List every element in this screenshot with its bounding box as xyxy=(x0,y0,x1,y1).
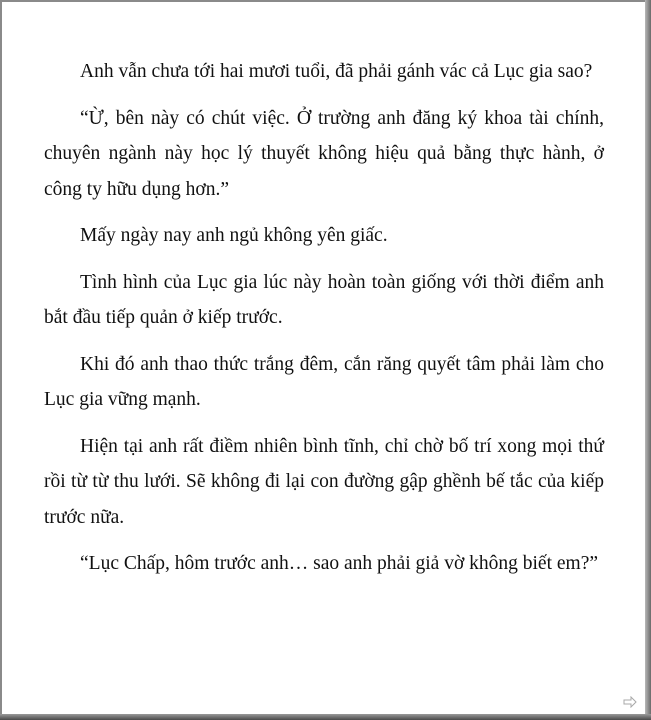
paragraph: Hiện tại anh rất điềm nhiên bình tĩnh, chỉ chờ bố trí xong mọi thứ rồi từ từ thu lưới. Sẽ không đi lại con đường gập ghềnh bế tắc của kiếp trước nữa. xyxy=(44,435,604,528)
paragraph: Anh vẫn chưa tới hai mươi tuổi, đã phải gánh vác cả Lục gia sao? xyxy=(80,61,593,82)
arrow-right-icon-glyph xyxy=(623,696,637,708)
paragraph: Mấy ngày nay anh ngủ không yên giấc. xyxy=(80,225,388,246)
page-body xyxy=(44,54,604,593)
paragraph: Tình hình của Lục gia lúc này hoàn toàn giống với thời điểm anh bắt đầu tiếp quản ở kiếp trước. xyxy=(44,271,604,328)
page-shadow-right xyxy=(645,0,651,720)
paragraph: “Ừ, bên này có chút việc. Ở trường anh đăng ký khoa tài chính, chuyên ngành này học lý thuyết không hiệu quả bằng thực hành, ở công ty hữu dụng hơn.” xyxy=(44,107,604,200)
paragraph: Khi đó anh thao thức trắng đêm, cắn răng quyết tâm phải làm cho Lục gia vững mạnh. xyxy=(44,353,604,410)
page-shadow-bottom xyxy=(0,714,651,720)
arrow-right-icon[interactable] xyxy=(623,696,637,708)
paragraph: “Lục Chấp, hôm trước anh… sao anh phải giả vờ không biết em?” xyxy=(80,553,599,574)
